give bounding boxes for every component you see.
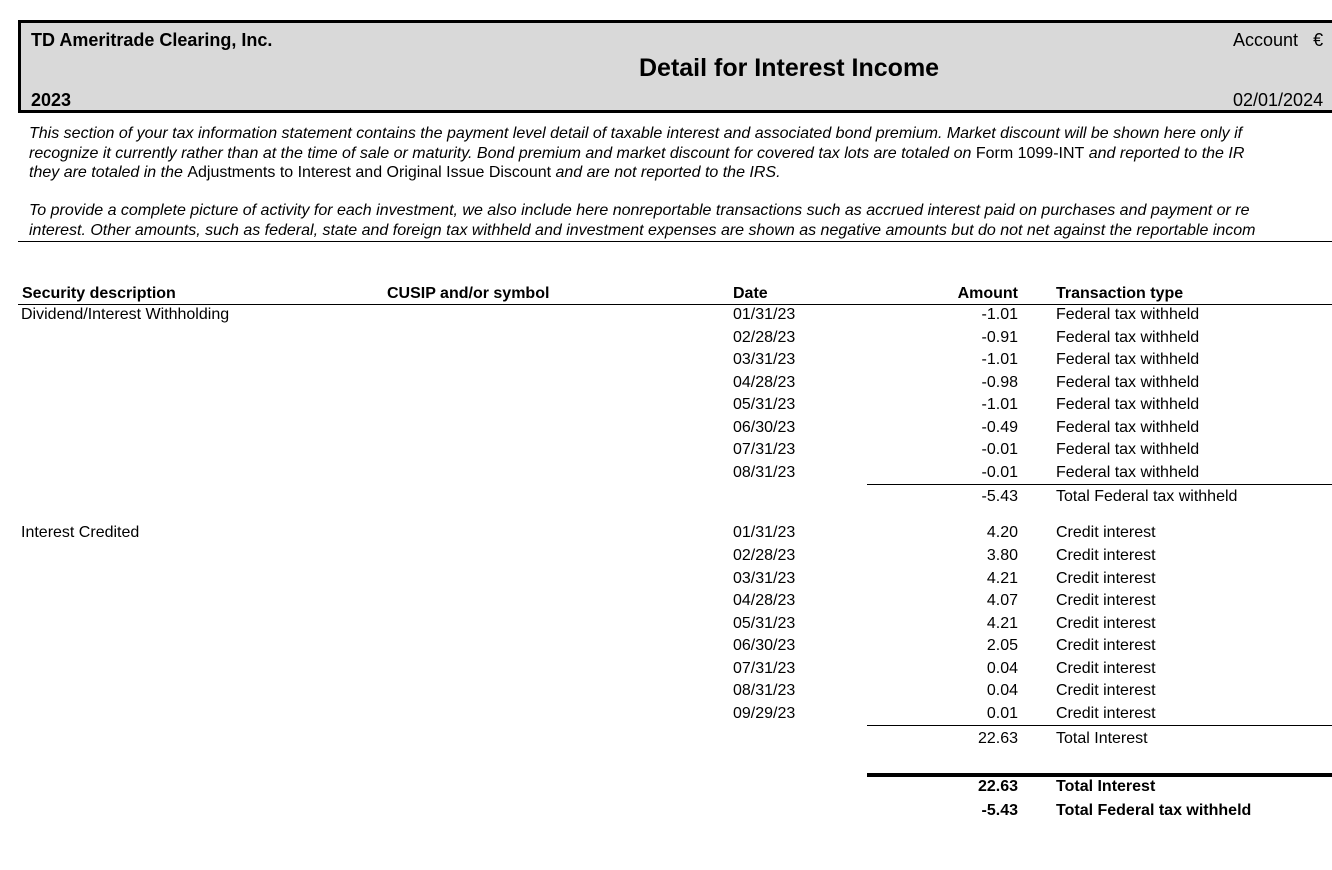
row-amount: -1.01 — [981, 396, 1018, 413]
intro-paragraph-1: This section of your tax information statement contains the payment level detail of taxable interest and associated bond premium. Market discount will be shown here only if recognize it currently rather than at the time of sale or maturity. Bond premium and market discount for covered tax lots are totaled on Form 1099-INT and reported to the IR they are totaled in the Adjustments to Interest and Original Issue Discount and are not reported to the IRS. — [29, 125, 1245, 181]
subtotal-divider — [867, 484, 1332, 485]
row-type: Federal tax withheld — [1056, 464, 1200, 481]
row-date: 08/31/23 — [733, 682, 796, 699]
statement-header — [18, 20, 1332, 113]
grand-total-divider — [867, 773, 1332, 777]
row-amount: -1.01 — [981, 306, 1018, 323]
row-type: Federal tax withheld — [1056, 329, 1200, 346]
row-date: 07/31/23 — [733, 660, 796, 677]
row-amount: 0.04 — [986, 682, 1018, 699]
row-amount: -0.01 — [981, 441, 1018, 458]
issuer-name: TD Ameritrade Clearing, Inc. — [31, 30, 273, 50]
row-date: 02/28/23 — [733, 329, 796, 346]
row-type: Federal tax withheld — [1056, 419, 1200, 436]
row-type: Credit interest — [1056, 682, 1156, 699]
row-type: Credit interest — [1056, 615, 1156, 632]
row-type: Credit interest — [1056, 705, 1156, 722]
row-type: Federal tax withheld — [1056, 441, 1200, 458]
row-date: 08/31/23 — [733, 464, 796, 481]
row-type: Credit interest — [1056, 524, 1156, 541]
row-date: 02/28/23 — [733, 547, 796, 564]
row-amount: -0.98 — [981, 374, 1018, 391]
row-date: 06/30/23 — [733, 637, 796, 654]
row-date: 06/30/23 — [733, 419, 796, 436]
row-date: 03/31/23 — [733, 351, 796, 368]
grand-total-amount: 22.63 — [977, 778, 1018, 795]
subtotal-label: Total Interest — [1056, 730, 1148, 747]
row-date: 09/29/23 — [733, 705, 796, 722]
statement-date: 02/01/2024 — [1233, 90, 1324, 110]
intro-divider — [18, 241, 1332, 242]
security-withholding: Dividend/Interest Withholding — [21, 306, 230, 323]
row-date: 01/31/23 — [733, 306, 796, 323]
row-type: Credit interest — [1056, 592, 1156, 609]
subtotal-amount: 22.63 — [977, 730, 1018, 747]
header-divider — [18, 304, 1332, 305]
row-amount: -0.01 — [981, 464, 1018, 481]
row-type: Federal tax withheld — [1056, 396, 1200, 413]
row-amount: -0.49 — [981, 419, 1018, 436]
intro-paragraph-2: To provide a complete picture of activity for each investment, we also include here nonreportable transactions such as accrued interest paid on purchases and payment or re interest. Other amounts, such as federal, state and foreign tax withheld and investment expenses are shown as negative amounts but do not net against the reportable incom — [29, 202, 1256, 239]
col-transaction-type: Transaction type — [1056, 285, 1184, 302]
row-amount: 0.04 — [986, 660, 1018, 677]
row-amount: 0.01 — [986, 705, 1018, 722]
row-type: Federal tax withheld — [1056, 351, 1200, 368]
account-label: Account € — [1233, 30, 1324, 50]
grand-total-amount: -5.43 — [981, 802, 1018, 819]
grand-total-label: Total Interest — [1056, 778, 1156, 795]
row-type: Federal tax withheld — [1056, 374, 1200, 391]
row-date: 05/31/23 — [733, 396, 796, 413]
row-amount: 4.21 — [986, 615, 1018, 632]
row-date: 07/31/23 — [733, 441, 796, 458]
row-date: 04/28/23 — [733, 374, 796, 391]
grand-total-label: Total Federal tax withheld — [1056, 802, 1252, 819]
row-type: Credit interest — [1056, 570, 1156, 587]
col-date: Date — [733, 285, 768, 302]
col-amount: Amount — [957, 285, 1018, 302]
subtotal-label: Total Federal tax withheld — [1056, 488, 1238, 505]
row-amount: 4.07 — [986, 592, 1018, 609]
row-date: 03/31/23 — [733, 570, 796, 587]
row-type: Credit interest — [1056, 660, 1156, 677]
row-amount: -0.91 — [981, 329, 1018, 346]
row-type: Credit interest — [1056, 547, 1156, 564]
row-amount: 4.21 — [986, 570, 1018, 587]
row-amount: 3.80 — [986, 547, 1018, 564]
row-date: 05/31/23 — [733, 615, 796, 632]
subtotal-amount: -5.43 — [981, 488, 1018, 505]
row-date: 01/31/23 — [733, 524, 796, 541]
row-date: 04/28/23 — [733, 592, 796, 609]
tax-year: 2023 — [31, 90, 72, 110]
row-type: Credit interest — [1056, 637, 1156, 654]
col-security-description: Security description — [22, 285, 176, 302]
security-interest-credited: Interest Credited — [21, 524, 140, 541]
col-cusip: CUSIP and/or symbol — [387, 285, 550, 302]
subtotal-divider — [867, 725, 1332, 726]
row-type: Federal tax withheld — [1056, 306, 1200, 323]
row-amount: -1.01 — [981, 351, 1018, 368]
row-amount: 4.20 — [986, 524, 1018, 541]
page-title: Detail for Interest Income — [639, 54, 940, 82]
row-amount: 2.05 — [986, 637, 1018, 654]
